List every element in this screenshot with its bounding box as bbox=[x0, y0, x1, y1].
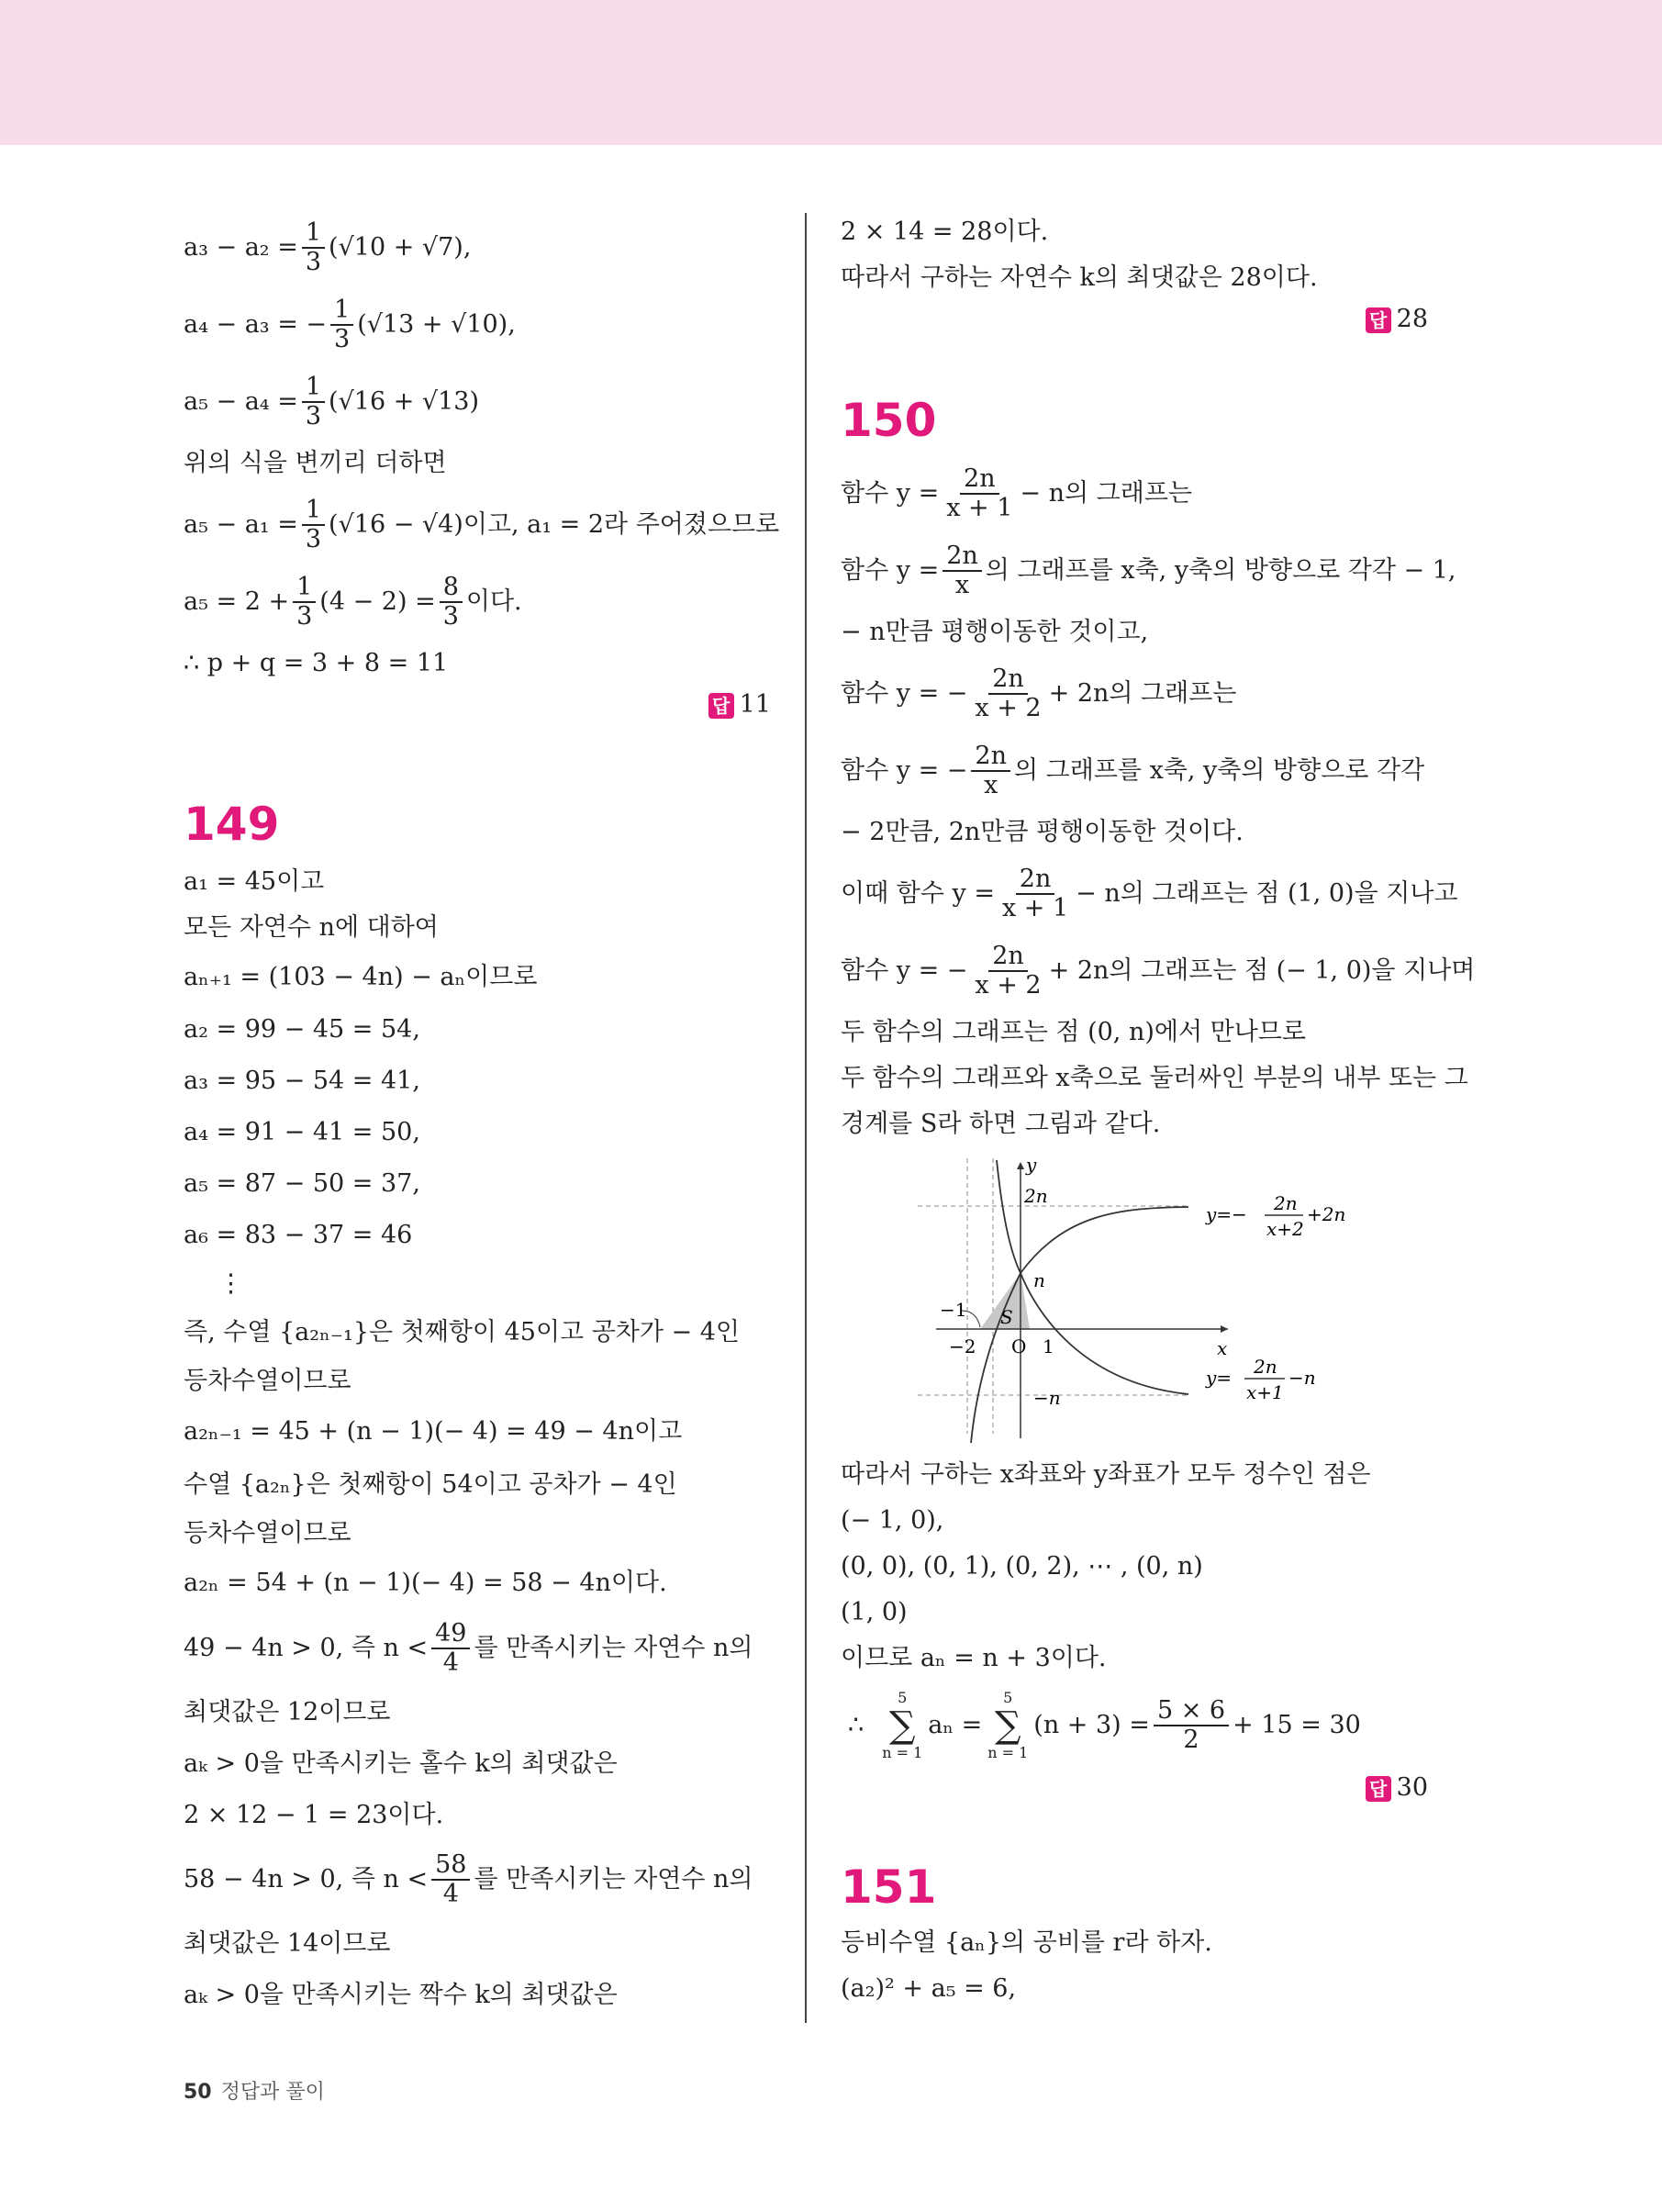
top-curve-num: 2n bbox=[1274, 1192, 1298, 1214]
problem-number-150: 150 bbox=[841, 394, 937, 447]
top-curve-den: x+2 bbox=[1266, 1218, 1304, 1240]
top-curve-tail: +2n bbox=[1307, 1203, 1346, 1225]
text-line: 경계를 S라 하면 그림과 같다. bbox=[841, 1110, 1161, 1138]
bottom-curve-num: 2n bbox=[1254, 1356, 1277, 1378]
x-axis-label: x bbox=[1217, 1337, 1228, 1359]
equation-line: 이때 함수 y = $\frac{2n}{x + 1}$ − n의 그래프는 점 (1, 0)을 지나고 bbox=[841, 865, 1458, 922]
page-footer bbox=[184, 2076, 325, 2105]
label-origin: O bbox=[1011, 1335, 1027, 1357]
text-line: aₙ₊₁ = (103 − 4n) − aₙ이므로 bbox=[184, 963, 538, 991]
text-line: a₂ = 99 − 45 = 54, bbox=[184, 1015, 420, 1044]
text-line: 수열 {a₂ₙ}은 첫째항이 54이고 공차가 − 4인 bbox=[184, 1470, 677, 1499]
problem-number-149: 149 bbox=[184, 798, 280, 851]
text-line: (a₂)² + a₅ = 6, bbox=[841, 1974, 1017, 2003]
text-line: a₆ = 83 − 37 = 46 bbox=[184, 1221, 413, 1249]
problem-number-151: 151 bbox=[841, 1860, 937, 1914]
label-2n: 2n bbox=[1024, 1185, 1048, 1207]
label-minus-n: −n bbox=[1033, 1387, 1061, 1409]
text-line: 최댓값은 12이므로 bbox=[184, 1698, 391, 1726]
header-band bbox=[0, 0, 1662, 145]
equation-a4-a3: a₄ − a₃ = − $\frac{1}{3}$ (√13 + √10), bbox=[184, 296, 516, 353]
top-curve-label: y=− bbox=[1206, 1203, 1247, 1225]
answer-tag-icon: 답 bbox=[1366, 307, 1391, 333]
label-minus-1: −1 bbox=[940, 1299, 967, 1321]
text-line: 모든 자연수 n에 대하여 bbox=[184, 913, 439, 942]
answer-tag-icon: 답 bbox=[708, 693, 734, 719]
equation-a5-a1: a₅ − a₁ = $\frac{1}{3}$ (√16 − √4)이고, a₁ = 2라 주어졌으므로 bbox=[184, 496, 780, 553]
label-n: n bbox=[1033, 1269, 1045, 1291]
function-graph bbox=[918, 1158, 1395, 1443]
equation-a3-a2: a₃ − a₂ = $\frac{1}{3}$ (√10 + √7), bbox=[184, 218, 472, 276]
condition-58: 58 − 4n > 0, 즉 n < $\frac{58}{4}$ 를 만족시키는 자연수 n의 bbox=[184, 1850, 753, 1908]
equation-line: 함수 y = − $\frac{2n}{x + 2}$ + 2n의 그래프는 bbox=[841, 665, 1237, 722]
answer-148: 답 11 bbox=[184, 687, 771, 723]
text-line: aₖ > 0을 만족시키는 홀수 k의 최댓값은 bbox=[184, 1749, 618, 1778]
sigma-icon: 5 ∑ n = 1 bbox=[882, 1689, 923, 1761]
text-line: aₖ > 0을 만족시키는 짝수 k의 최댓값은 bbox=[184, 1981, 618, 2009]
text-line: 즉, 수열 {a₂ₙ₋₁}은 첫째항이 45이고 공차가 − 4인 bbox=[184, 1318, 740, 1346]
text-line: a₁ = 45이고 bbox=[184, 867, 325, 896]
text-line: 등비수열 {aₙ}의 공비를 r라 하자. bbox=[841, 1928, 1212, 1957]
text-line: a₄ = 91 − 41 = 50, bbox=[184, 1118, 420, 1146]
label-s: S bbox=[1000, 1306, 1013, 1328]
summation-line: ∴ 5 ∑ n = 1 aₙ = 5 ∑ n = 1 (n + 3) = $\frac{5 \times 6}{2}$ + 15 = 30 bbox=[848, 1689, 1361, 1761]
page-number: 50 bbox=[184, 2081, 212, 2104]
label-minus-2: −2 bbox=[949, 1335, 976, 1357]
text-line: 두 함수의 그래프와 x축으로 둘러싸인 부분의 내부 또는 그 bbox=[841, 1064, 1468, 1092]
text-line: (1, 0) bbox=[841, 1598, 908, 1626]
text-line: 위의 식을 변끼리 더하면 bbox=[184, 449, 447, 477]
vertical-ellipsis: ⋮ bbox=[218, 1269, 243, 1298]
text-line: 등차수열이므로 bbox=[184, 1367, 351, 1395]
text-line: a₂ₙ = 54 + (n − 1)(− 4) = 58 − 4n이다. bbox=[184, 1569, 667, 1597]
text-line: 따라서 구하는 x좌표와 y좌표가 모두 정수인 점은 bbox=[841, 1460, 1371, 1489]
left-column bbox=[184, 209, 780, 2021]
bottom-curve-den: x+1 bbox=[1246, 1381, 1284, 1403]
text-line: 두 함수의 그래프는 점 (0, n)에서 만나므로 bbox=[841, 1018, 1306, 1046]
sigma-icon: 5 ∑ n = 1 bbox=[987, 1689, 1029, 1761]
text-line: − 2만큼, 2n만큼 평행이동한 것이다. bbox=[841, 818, 1244, 846]
bottom-curve-label: y= bbox=[1206, 1367, 1233, 1389]
text-line: a₂ₙ₋₁ = 45 + (n − 1)(− 4) = 49 − 4n이고 bbox=[184, 1417, 683, 1446]
label-1: 1 bbox=[1043, 1335, 1054, 1357]
answer-tag-icon: 답 bbox=[1366, 1776, 1391, 1802]
bottom-curve-tail: −n bbox=[1288, 1367, 1316, 1389]
answer-150: 답 30 bbox=[841, 1770, 1428, 1806]
text-line: 등차수열이므로 bbox=[184, 1519, 351, 1547]
text-line: 2 × 12 − 1 = 23이다. bbox=[184, 1801, 444, 1829]
text-line: − n만큼 평행이동한 것이고, bbox=[841, 618, 1149, 646]
equation-line: 함수 y = − $\frac{2n}{x}$ 의 그래프를 x축, y축의 방향으로 각각 bbox=[841, 742, 1425, 799]
y-axis-label: y bbox=[1026, 1158, 1037, 1176]
conclusion-line: ∴ p + q = 3 + 8 = 11 bbox=[184, 649, 449, 677]
text-line: (− 1, 0), bbox=[841, 1506, 944, 1535]
text-line: (0, 0), (0, 1), (0, 2), ⋯ , (0, n) bbox=[841, 1552, 1203, 1581]
condition-49: 49 − 4n > 0, 즉 n < $\frac{49}{4}$ 를 만족시키는 자연수 n의 bbox=[184, 1619, 753, 1677]
text-line: a₅ = 87 − 50 = 37, bbox=[184, 1169, 420, 1198]
right-column bbox=[841, 209, 1476, 2012]
equation-line: 함수 y = $\frac{2n}{x}$ 의 그래프를 x축, y축의 방향으로 각각 − 1, bbox=[841, 542, 1456, 599]
equation-line: 함수 y = $\frac{2n}{x + 1}$ − n의 그래프는 bbox=[841, 464, 1193, 522]
answer-149: 답 28 bbox=[841, 301, 1428, 338]
equation-a5: a₅ = 2 + $\frac{1}{3}$ (4 − 2) = $\frac{8}{3}$ 이다. bbox=[184, 573, 522, 631]
text-line: 2 × 14 = 28이다. bbox=[841, 218, 1049, 246]
text-line: 따라서 구하는 자연수 k의 최댓값은 28이다. bbox=[841, 263, 1318, 292]
text-line: 최댓값은 14이므로 bbox=[184, 1929, 391, 1958]
footer-title: 정답과 풀이 bbox=[220, 2081, 325, 2104]
text-line: a₃ = 95 − 54 = 41, bbox=[184, 1067, 420, 1095]
equation-a5-a4: a₅ − a₄ = $\frac{1}{3}$ (√16 + √13) bbox=[184, 373, 480, 430]
equation-line: 함수 y = − $\frac{2n}{x + 2}$ + 2n의 그래프는 점 (− 1, 0)을 지나며 bbox=[841, 942, 1476, 1000]
column-divider bbox=[805, 213, 807, 2023]
text-line: 이므로 aₙ = n + 3이다. bbox=[841, 1644, 1107, 1672]
